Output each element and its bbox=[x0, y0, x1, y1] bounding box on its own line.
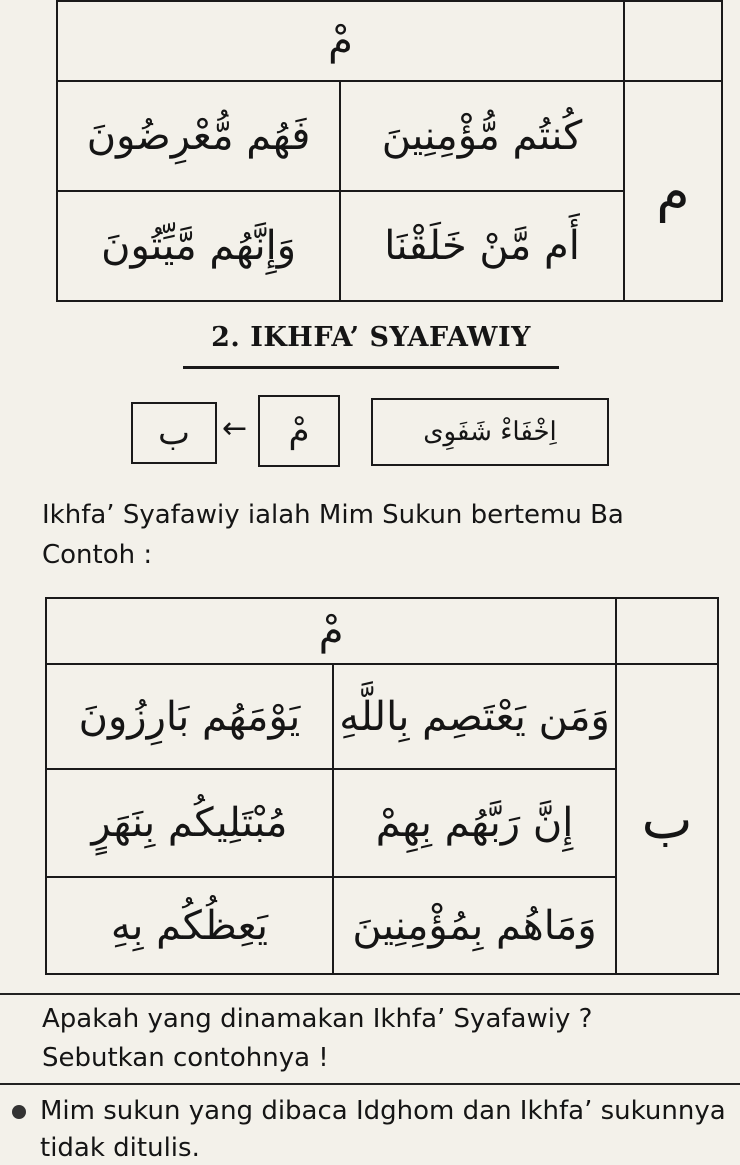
table2-cell-left: يَعِظُكُم بِهِ bbox=[46, 877, 333, 974]
table1-corner-cell bbox=[624, 1, 722, 81]
mim-examples-table bbox=[56, 0, 723, 302]
table1-cell-left: فَهُم مُّعْرِضُونَ bbox=[57, 81, 340, 191]
definition-text: Ikhfa’ Syafawiy ialah Mim Sukun bertemu Ba bbox=[42, 500, 624, 530]
title-underline bbox=[183, 366, 559, 369]
table1-cell-left: وَإِنَّهُم مَّيِّتُونَ bbox=[57, 191, 340, 301]
left-arrow-icon: ← bbox=[222, 411, 248, 446]
table1-cell-right: أَم مَّنْ خَلَقْنَا bbox=[340, 191, 624, 301]
divider-bottom bbox=[0, 1083, 740, 1085]
bullet-icon bbox=[12, 1105, 26, 1119]
table2-side-letter: ب bbox=[616, 664, 718, 974]
table1-side-letter: م bbox=[624, 81, 722, 301]
question-line: Apakah yang dinamakan Ikhfa’ Syafawiy ? bbox=[42, 1004, 593, 1034]
table2-header-mim: مْ bbox=[46, 598, 616, 664]
table2-cell-left: يَوْمَهُم بَارِزُونَ bbox=[46, 664, 333, 769]
table1-header-mim: مْ bbox=[57, 1, 624, 81]
table2-cell-right: إِنَّ رَبَّهُم بِهِمْ bbox=[333, 769, 616, 877]
table2-cell-right: وَمَن يَعْتَصِم بِاللَّهِ bbox=[333, 664, 616, 769]
ikhfa-syafawi-arabic-label: اِخْفَاءْ شَفَوِى bbox=[371, 398, 609, 466]
mim-sukun-box: مْ bbox=[258, 395, 340, 467]
contoh-label: Contoh : bbox=[42, 540, 153, 570]
ikhfa-examples-table bbox=[45, 597, 719, 975]
table2-corner-cell bbox=[616, 598, 718, 664]
note-line: tidak ditulis. bbox=[40, 1133, 200, 1163]
table1-cell-right: كُنتُم مُّؤْمِنِينَ bbox=[340, 81, 624, 191]
ba-letter-box: ب bbox=[131, 402, 217, 464]
question-line: Sebutkan contohnya ! bbox=[42, 1043, 329, 1073]
note-line: Mim sukun yang dibaca Idghom dan Ikhfa’ sukunnya bbox=[40, 1096, 726, 1126]
table2-cell-left: مُبْتَلِيكُم بِنَهَرٍ bbox=[46, 769, 333, 877]
table2-cell-right: وَمَاهُم بِمُؤْمِنِينَ bbox=[333, 877, 616, 974]
divider-top bbox=[0, 993, 740, 995]
section-title: 2. IKHFA’ SYAFAWIY bbox=[211, 322, 531, 353]
